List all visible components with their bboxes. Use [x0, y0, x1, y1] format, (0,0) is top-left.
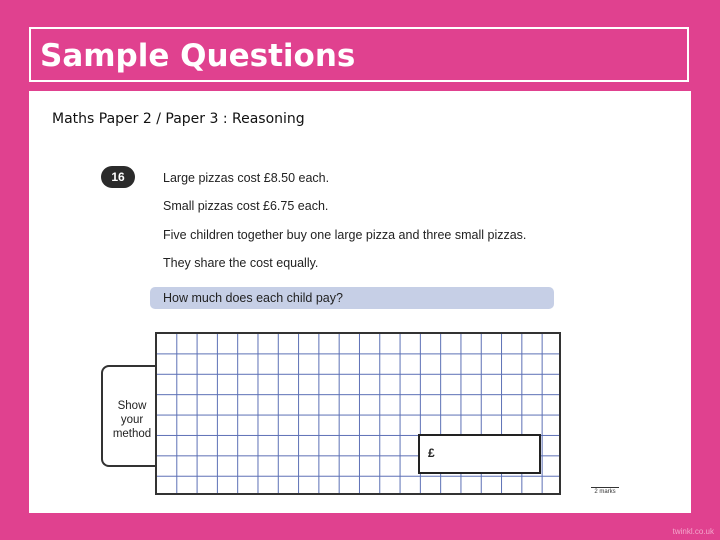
question-line-2: Small pizzas cost £6.75 each.	[163, 199, 329, 213]
title-box	[29, 27, 689, 82]
marks-label: 2 marks	[591, 487, 619, 495]
question-number: 16	[101, 166, 135, 188]
method-label-line-2: your	[120, 414, 144, 426]
method-label-line-1: Show	[117, 400, 147, 412]
exam-paper	[29, 91, 691, 513]
method-label-line-3: method	[112, 428, 152, 440]
show-method-label	[103, 399, 161, 441]
answer-currency-symbol: £	[428, 446, 435, 460]
question-line-4: They share the cost equally.	[163, 256, 319, 270]
slide-title: Sample Questions	[40, 38, 356, 74]
question-line-3: Five children together buy one large pizza and three small pizzas.	[163, 228, 527, 242]
footer-credit: twinkl.co.uk	[672, 527, 714, 536]
paper-subtitle: Maths Paper 2 / Paper 3 : Reasoning	[52, 111, 305, 127]
question-line-1: Large pizzas cost £8.50 each.	[163, 171, 330, 185]
question-prompt: How much does each child pay?	[163, 291, 343, 305]
answer-box[interactable]	[418, 434, 541, 474]
question-prompt-highlight	[150, 287, 554, 309]
show-method-tab	[101, 365, 161, 467]
